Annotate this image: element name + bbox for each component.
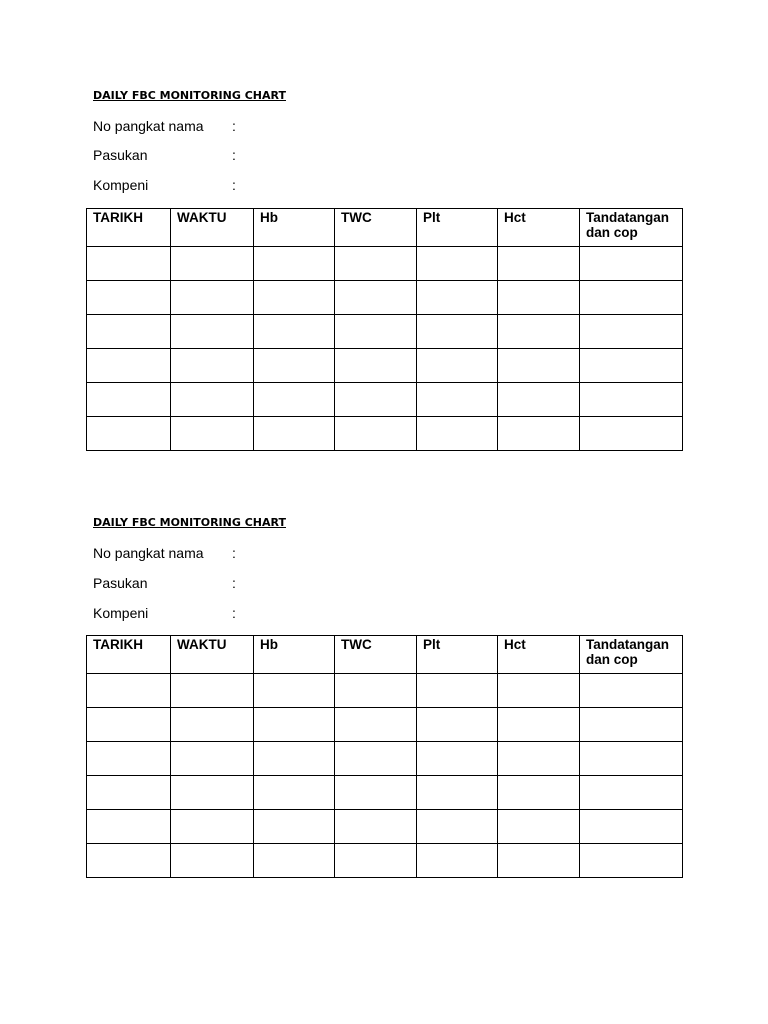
column-header-waktu: WAKTU [171, 209, 254, 247]
table-row [87, 674, 683, 708]
fbc-table [86, 208, 683, 451]
column-header-waktu: WAKTU [171, 636, 254, 674]
table-cell[interactable] [498, 776, 580, 810]
table-row [87, 281, 683, 315]
table-cell[interactable] [87, 247, 171, 281]
field-no-pangkat-nama [93, 545, 236, 561]
table-cell[interactable] [335, 315, 417, 349]
table-row [87, 383, 683, 417]
table-row [87, 810, 683, 844]
table-cell[interactable] [171, 417, 254, 451]
table-cell[interactable] [171, 844, 254, 878]
table-cell[interactable] [498, 281, 580, 315]
table-cell[interactable] [254, 315, 335, 349]
table-cell[interactable] [580, 844, 683, 878]
table-cell[interactable] [87, 417, 171, 451]
table-cell[interactable] [254, 247, 335, 281]
table-cell[interactable] [171, 247, 254, 281]
field-separator: : [232, 177, 236, 193]
table-cell[interactable] [254, 674, 335, 708]
column-header-twc: TWC [335, 636, 417, 674]
table-cell[interactable] [171, 708, 254, 742]
table-row [87, 417, 683, 451]
table-cell[interactable] [498, 247, 580, 281]
table-cell[interactable] [335, 349, 417, 383]
table-cell[interactable] [498, 349, 580, 383]
table-cell[interactable] [87, 674, 171, 708]
table-cell[interactable] [171, 810, 254, 844]
table-cell[interactable] [417, 417, 498, 451]
field-label: Kompeni [93, 605, 149, 621]
table-cell[interactable] [87, 349, 171, 383]
table-cell[interactable] [87, 844, 171, 878]
table-cell[interactable] [580, 417, 683, 451]
table-cell[interactable] [171, 776, 254, 810]
table-row [87, 742, 683, 776]
table-cell[interactable] [254, 349, 335, 383]
column-header-plt: Plt [417, 209, 498, 247]
table-cell[interactable] [417, 742, 498, 776]
column-header-tarikh: TARIKH [87, 209, 171, 247]
table-cell[interactable] [580, 349, 683, 383]
table-row [87, 247, 683, 281]
table-cell[interactable] [580, 315, 683, 349]
table-cell[interactable] [498, 810, 580, 844]
table-cell[interactable] [580, 674, 683, 708]
table-cell[interactable] [498, 742, 580, 776]
column-header-hb: Hb [254, 636, 335, 674]
table-cell[interactable] [254, 281, 335, 315]
table-cell[interactable] [335, 776, 417, 810]
table-cell[interactable] [335, 247, 417, 281]
column-header-hb: Hb [254, 209, 335, 247]
field-separator: : [232, 545, 236, 561]
table-cell[interactable] [254, 417, 335, 451]
table-cell[interactable] [335, 417, 417, 451]
field-separator: : [232, 605, 236, 621]
table-cell[interactable] [254, 844, 335, 878]
table-cell[interactable] [417, 708, 498, 742]
field-separator: : [232, 118, 236, 134]
table-cell[interactable] [254, 742, 335, 776]
table-cell[interactable] [87, 315, 171, 349]
field-label: No pangkat nama [93, 545, 204, 561]
column-header-twc: TWC [335, 209, 417, 247]
form-title: DAILY FBC MONITORING CHART [93, 89, 286, 102]
column-header-hct: Hct [498, 209, 580, 247]
table-cell[interactable] [498, 417, 580, 451]
table-cell[interactable] [580, 742, 683, 776]
table-cell[interactable] [87, 708, 171, 742]
field-separator: : [232, 147, 236, 163]
table-cell[interactable] [335, 810, 417, 844]
column-header-tandatangan: Tandatangan dan cop [580, 636, 683, 674]
table-cell[interactable] [171, 383, 254, 417]
table-cell[interactable] [87, 742, 171, 776]
table-cell[interactable] [335, 674, 417, 708]
fbc-table [86, 635, 683, 878]
table-row [87, 708, 683, 742]
table-cell[interactable] [171, 281, 254, 315]
table-cell[interactable] [498, 844, 580, 878]
table-cell[interactable] [417, 247, 498, 281]
table-cell[interactable] [417, 383, 498, 417]
table-cell[interactable] [335, 844, 417, 878]
table-cell[interactable] [335, 742, 417, 776]
field-pasukan [93, 575, 236, 591]
column-header-hct: Hct [498, 636, 580, 674]
table-header-row [87, 209, 683, 247]
table-row [87, 844, 683, 878]
table-cell[interactable] [171, 349, 254, 383]
column-header-plt: Plt [417, 636, 498, 674]
table-cell[interactable] [580, 708, 683, 742]
field-label: No pangkat nama [93, 118, 204, 134]
table-cell[interactable] [417, 810, 498, 844]
table-cell[interactable] [580, 776, 683, 810]
table-cell[interactable] [498, 674, 580, 708]
table-cell[interactable] [254, 810, 335, 844]
table-cell[interactable] [417, 674, 498, 708]
field-pasukan [93, 147, 236, 163]
table-cell[interactable] [254, 708, 335, 742]
table-cell[interactable] [87, 281, 171, 315]
table-cell[interactable] [580, 281, 683, 315]
table-cell[interactable] [417, 776, 498, 810]
table-cell[interactable] [335, 383, 417, 417]
table-cell[interactable] [335, 281, 417, 315]
table-cell[interactable] [171, 674, 254, 708]
table-cell[interactable] [580, 810, 683, 844]
field-label: Pasukan [93, 147, 148, 163]
table-cell[interactable] [254, 383, 335, 417]
field-separator: : [232, 575, 236, 591]
table-cell[interactable] [417, 281, 498, 315]
table-cell[interactable] [417, 349, 498, 383]
table-cell[interactable] [87, 810, 171, 844]
table-row [87, 776, 683, 810]
table-cell[interactable] [417, 844, 498, 878]
table-cell[interactable] [498, 383, 580, 417]
table-cell[interactable] [87, 776, 171, 810]
table-cell[interactable] [87, 383, 171, 417]
field-no-pangkat-nama [93, 118, 236, 134]
table-cell[interactable] [580, 383, 683, 417]
table-cell[interactable] [417, 315, 498, 349]
table-cell[interactable] [171, 315, 254, 349]
column-header-tarikh: TARIKH [87, 636, 171, 674]
field-label: Kompeni [93, 177, 149, 193]
column-header-tandatangan: Tandatangan dan cop [580, 209, 683, 247]
form-title: DAILY FBC MONITORING CHART [93, 516, 286, 529]
table-cell[interactable] [498, 315, 580, 349]
field-label: Pasukan [93, 575, 148, 591]
table-row [87, 315, 683, 349]
field-kompeni [93, 605, 236, 621]
table-cell[interactable] [580, 247, 683, 281]
table-header-row [87, 636, 683, 674]
table-cell[interactable] [254, 776, 335, 810]
table-cell[interactable] [171, 742, 254, 776]
table-cell[interactable] [335, 708, 417, 742]
table-cell[interactable] [498, 708, 580, 742]
table-row [87, 349, 683, 383]
field-kompeni [93, 177, 236, 193]
